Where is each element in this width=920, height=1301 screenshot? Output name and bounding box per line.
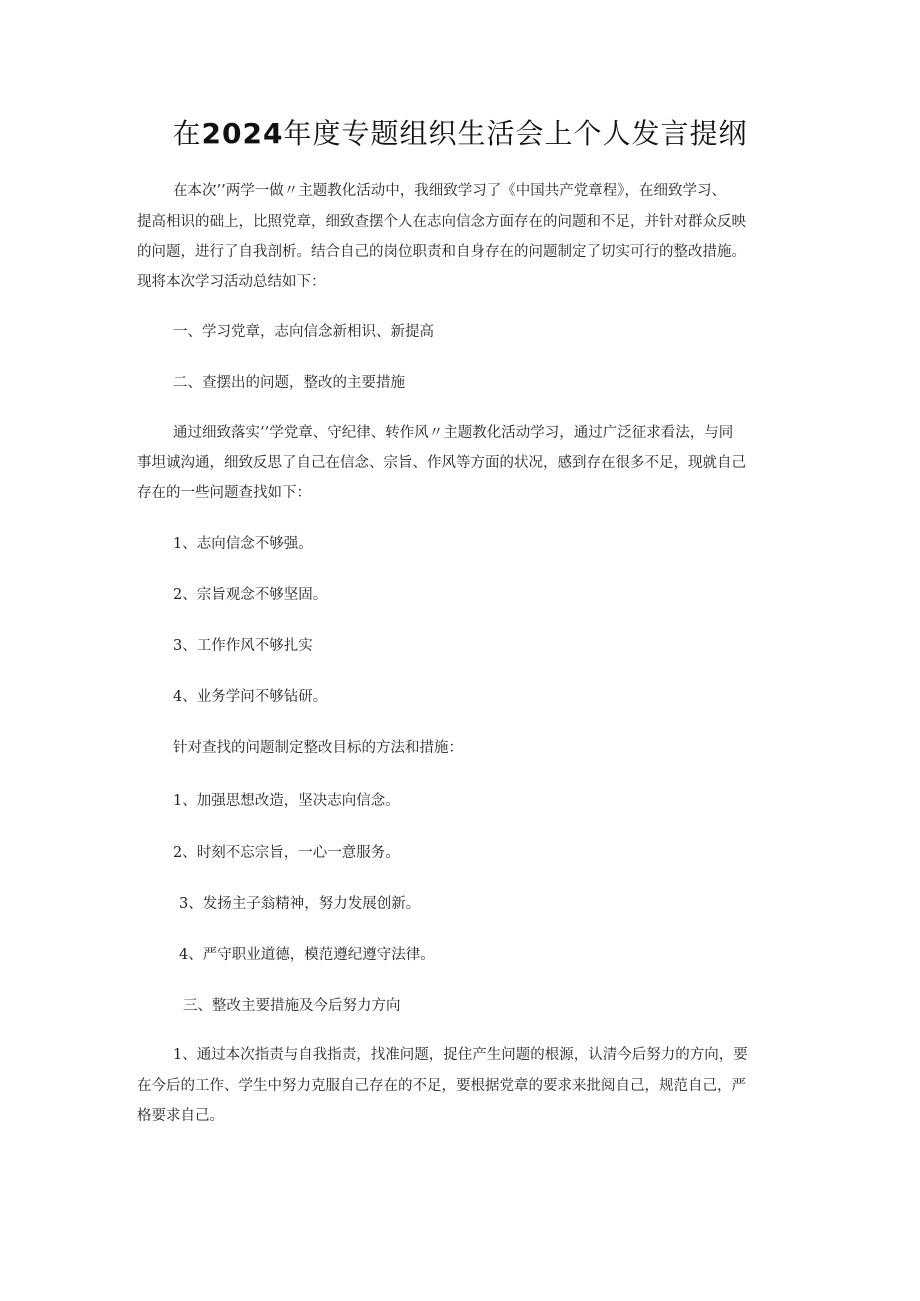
intro-line: 的问题，进行了自我剖析。结合自己的岗位职责和自身存在的问题制定了切实可行的整改措施。 [137,244,746,260]
measure-item: 3、发扬主子翁精神，努力发展创新。 [179,896,421,912]
para2-line: 通过细致落实’’学党章、守纪律、转作风〃主题教化活动学习，通过广泛征求看法，与同 [173,425,734,441]
para3-line: 1、通过本次指责与自我指责，找准问题，捉住产生问题的根源，认清今后努力的方向，要 [173,1047,748,1063]
title-year: 2024 [201,117,284,150]
problem-item: 1、志向信念不够强。 [173,536,313,552]
para3-line: 在今后的工作、学生中努力克服自己存在的不足，要根据党章的要求来批阅自己，规范自己，严 [137,1078,746,1094]
para2-line: 存在的一些问题查找如下： [137,485,311,501]
title-prefix: 在 [172,117,202,150]
document-title [0,112,920,152]
section-heading-1: 一、学习党章，志向信念新相识、新提高 [173,324,434,340]
problem-item: 3、工作作风不够扎实 [173,638,313,654]
intro-line: 在本次’’两学一做〃主题教化活动中，我细致学习了《中国共产党章程》，在细致学习、 [173,183,726,199]
measure-item: 1、加强思想改造，坚决志向信念。 [173,793,400,809]
intro-line: 现将本次学习活动总结如下： [137,274,326,290]
problem-item: 2、宗旨观念不够坚固。 [173,587,328,603]
para2-line: 事坦诚沟通，细致反思了自己在信念、宗旨、作风等方面的状况，感到存在很多不足，现就自己 [137,455,746,471]
measure-item: 4、严守职业道德，模范遵纪遵守法律。 [179,947,435,963]
problem-item: 4、业务学问不够钻研。 [173,689,328,705]
section-heading-2: 二、查摆出的问题，整改的主要措施 [173,375,405,391]
section-heading-3: 三、整改主要措施及今后努力方向 [183,998,401,1014]
intro-line: 提高相识的础上，比照党章，细致查摆个人在志向信念方面存在的问题和不足，并针对群众反映 [137,214,746,230]
measures-intro: 针对查找的问题制定整改目标的方法和措施： [173,740,463,756]
measure-item: 2、时刻不忘宗旨，一心一意服务。 [173,845,400,861]
para3-line: 格要求自己。 [137,1108,224,1124]
title-suffix: 年度专题组织生活会上个人发言提纲 [283,117,748,150]
